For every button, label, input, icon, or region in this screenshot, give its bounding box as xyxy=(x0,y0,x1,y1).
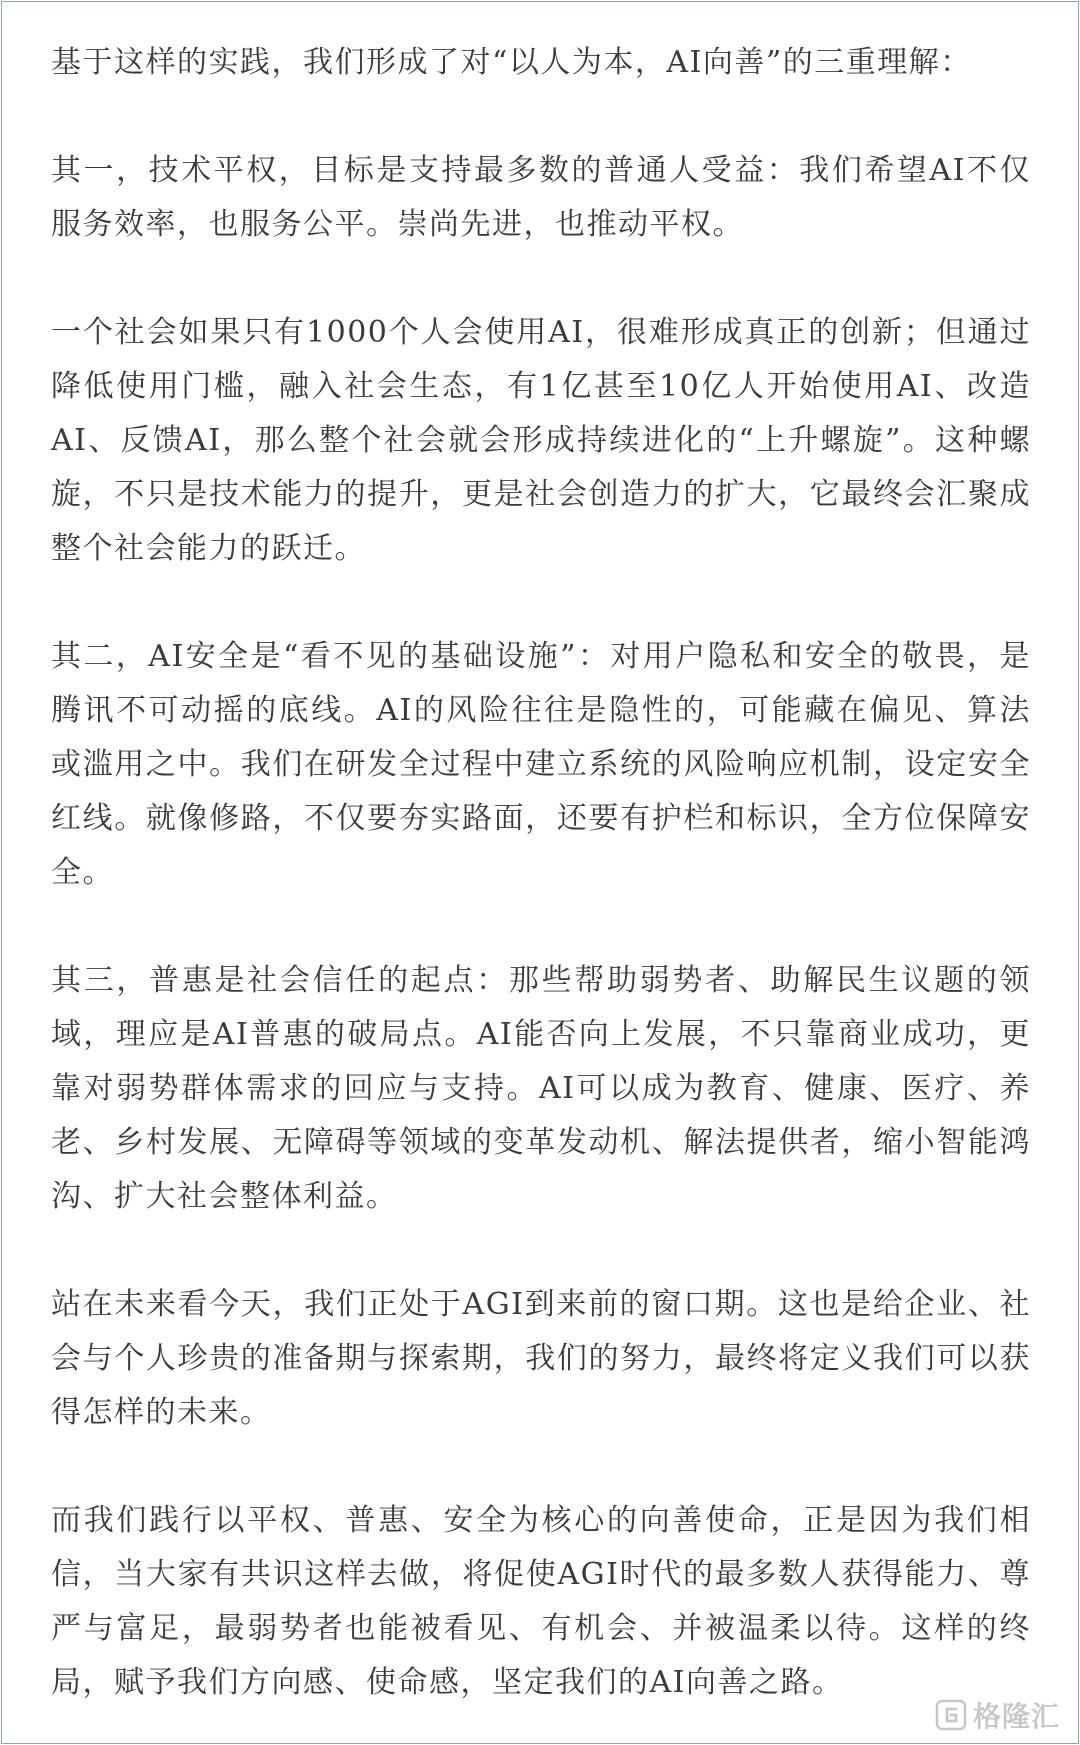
paragraph-conclusion: 而我们践行以平权、普惠、安全为核心的向善使命，正是因为我们相信，当大家有共识这样去做，将促使AGI时代的最多数人获得能力、尊严与富足，最弱势者也能被看见、有机会、并被温柔以待。这样的终局，赋予我们方向感、使命感，坚定我们的AI向善之路。 xyxy=(51,1503,1031,1700)
paragraph-point-two: 其二，AI安全是“看不见的基础设施”：对用户隐私和安全的敬畏，是腾讯不可动摇的底线。AI的风险往往是隐性的，可能藏在偏见、算法或滥用之中。我们在研发全过程中建立系统的风险响应机制，设定安全红线。就像修路，不仅要夯实路面，还要有护栏和标识，全方位保障安全。 xyxy=(51,639,1031,890)
article-body xyxy=(51,36,1031,1710)
paragraph-point-one: 其一，技术平权，目标是支持最多数的普通人受益：我们希望AI不仅服务效率，也服务公平。崇尚先进，也推动平权。 xyxy=(51,153,1031,242)
gelonghui-logo-icon xyxy=(935,1699,967,1731)
watermark-text: 格隆汇 xyxy=(972,1700,1060,1733)
page-frame xyxy=(1,1,1079,1744)
paragraph-point-one-detail: 一个社会如果只有1000个人会使用AI，很难形成真正的创新；但通过降低使用门槛，融入社会生态，有1亿甚至10亿人开始使用AI、改造AI、反馈AI，那么整个社会就会形成持续进化的“上升螺旋”。这种螺旋，不只是技术能力的提升，更是社会创造力的扩大，它最终会汇聚成整个社会能力的跃迁。 xyxy=(51,315,1031,566)
paragraph-intro: 基于这样的实践，我们形成了对“以人为本，AI向善”的三重理解： xyxy=(51,45,972,80)
watermark xyxy=(935,1695,1060,1735)
paragraph-point-three: 其三，普惠是社会信任的起点：那些帮助弱势者、助解民生议题的领域，理应是AI普惠的破局点。AI能否向上发展，不只靠商业成功，更靠对弱势群体需求的回应与支持。AI可以成为教育、健康、医疗、养老、乡村发展、无障碍等领域的变革发动机、解法提供者，缩小智能鸿沟、扩大社会整体利益。 xyxy=(51,963,1031,1214)
paragraph-window-period: 站在未来看今天，我们正处于AGI到来前的窗口期。这也是给企业、社会与个人珍贵的准备期与探索期，我们的努力，最终将定义我们可以获得怎样的未来。 xyxy=(51,1287,1031,1430)
